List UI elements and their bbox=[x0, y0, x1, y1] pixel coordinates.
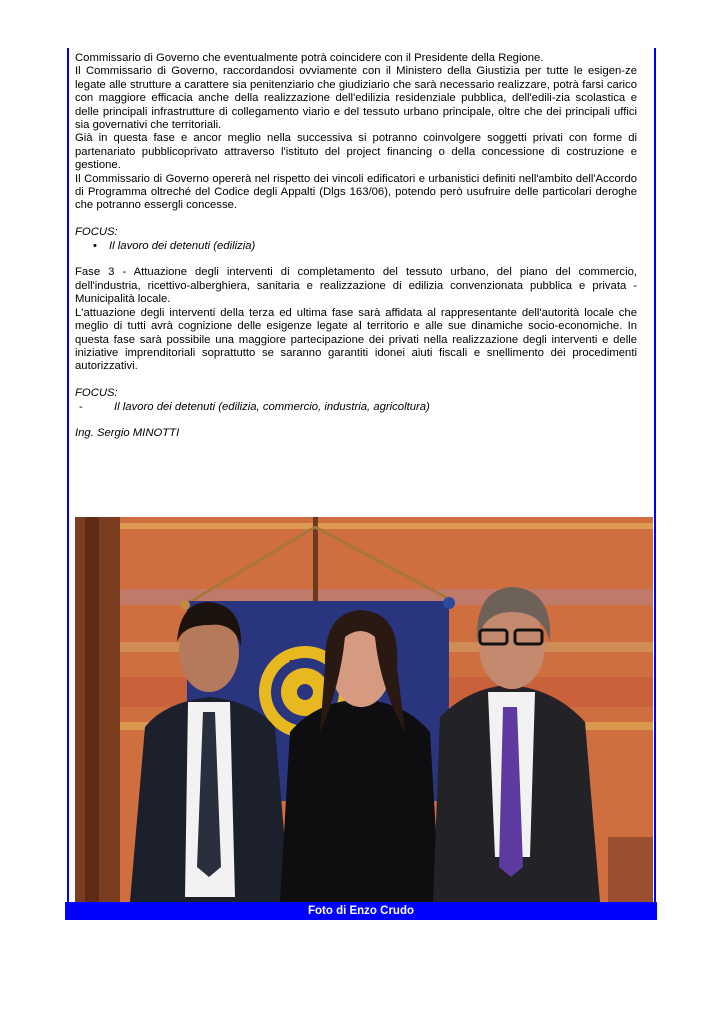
author-signature: Ing. Sergio MINOTTI bbox=[75, 427, 180, 440]
bullet-icon: • bbox=[93, 239, 97, 252]
paragraph: Già in questa fase e ancor meglio nella successiva si potranno coinvolgere soggetti privati con forme di partenariato pubblicoprivato attraverso l'istituto del project financing o della concessione di costruzione e gestione. bbox=[75, 132, 637, 172]
focus-item bbox=[75, 240, 637, 253]
focus-item-text: Il lavoro dei detenuti (edilizia, commercio, industria, agricoltura) bbox=[114, 400, 430, 413]
focus-label: FOCUS: bbox=[75, 387, 118, 400]
event-photo bbox=[75, 517, 653, 902]
paragraph: Il Commissario di Governo opererà nel rispetto dei vincoli edificatori e urbanistici definiti nell'ambito dell'Accordo di Programma oltreché del Codice degli Appalti (Dlgs 163/06), potendo però usufruire delle particolari deroghe che potranno essergli concesse. bbox=[75, 172, 637, 212]
photo-illustration bbox=[75, 517, 653, 902]
phase3-detail: L'attuazione degli interventi della terza ed ultima fase sarà affidata al rappresentante dell'autorità locale che meglio di tutti avrà cognizione delle esigenze legate al territorio e alle sue dinamiche socio-economiche. In questa fase sarà possibile una maggiore partecipazione dei privati nella realizzazione degli interventi e delle iniziative imprenditoriali soprattutto se saranno garantiti idonei aiuti fiscali e snellimento dei procedimenti autorizzativi. bbox=[75, 306, 637, 373]
paragraph: Il Commissario di Governo, raccordandosi ovviamente con il Ministero della Giustizia per tutte le esigen-ze legate alle strutture a carattere sia penitenziario che giudiziario che sarà necessario realizzare, potrà farsi carico con maggiore efficacia anche della realizzazione dell'edilizia residenziale pubblica, dell'edili-zia scolastica e delle principali infrastrutture di collegamento viario e del tessuto urbano principale, oltre che dei principali uffici sia governativi che territoriali. bbox=[75, 65, 637, 132]
banner-text: ROTA bbox=[289, 659, 317, 670]
photo-caption: Foto di Enzo Crudo bbox=[65, 902, 657, 920]
article-body bbox=[75, 52, 637, 441]
phase3-heading: Fase 3 - Attuazione degli interventi di completamento del tessuto urbano, del piano del commercio, dell'industria, ricettivo-alberghiera, sanitaria e realizzazione di edilizia convenzionata pubblica e privata - Municipalità locale. bbox=[75, 266, 637, 306]
focus-item-text: Il lavoro dei detenuti (edilizia) bbox=[109, 239, 256, 252]
focus-item bbox=[75, 401, 637, 414]
focus-label: FOCUS: bbox=[75, 226, 118, 239]
dash-icon: - bbox=[79, 400, 83, 413]
paragraph: Commissario di Governo che eventualmente potrà coincidere con il Presidente della Regione. bbox=[75, 52, 544, 64]
